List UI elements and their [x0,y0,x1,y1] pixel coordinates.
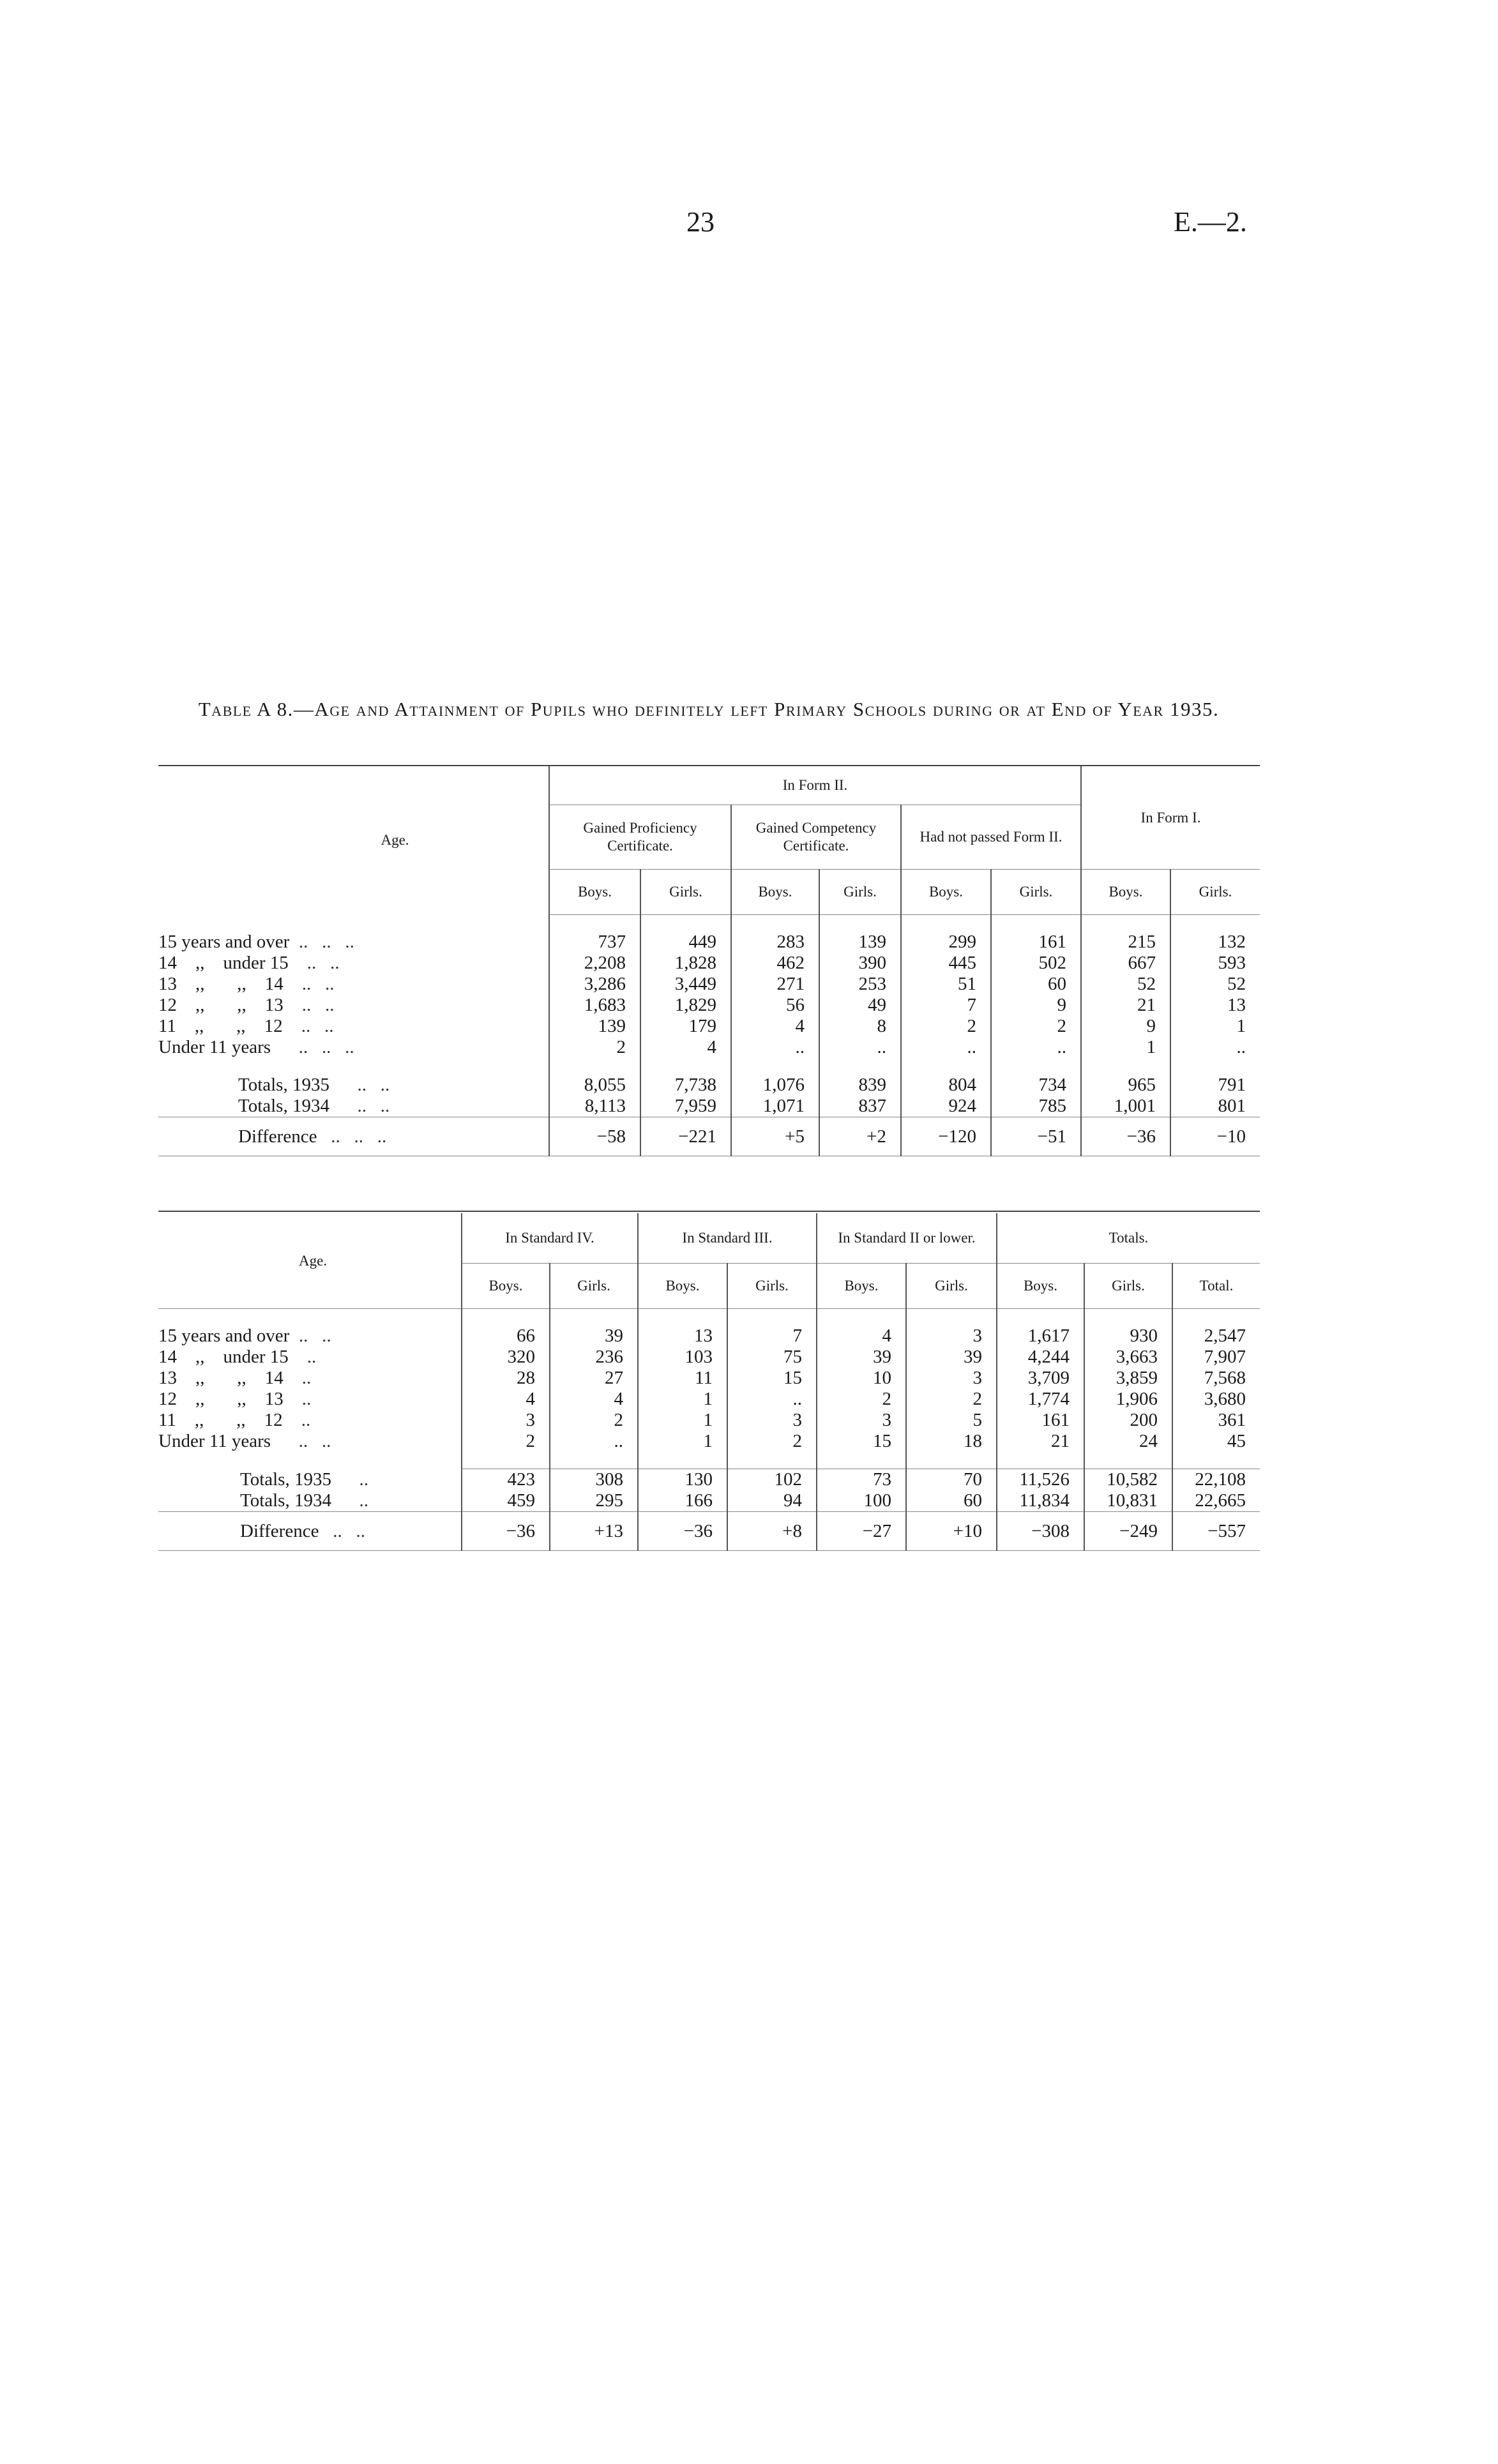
cell: 459 [462,1490,550,1512]
cell: 2 [817,1389,906,1410]
cell: 52 [1170,974,1260,995]
table-row [158,953,1260,974]
cell: 39 [550,1326,638,1347]
col-boys: Boys. [997,1264,1084,1309]
cell: 9 [1081,1016,1170,1037]
cell: 4 [550,1389,638,1410]
cell: 236 [550,1347,638,1368]
cell: 804 [901,1075,991,1096]
totals-label: Totals, 1934 .. .. [158,1096,549,1117]
totals-row [158,1469,1260,1491]
cell: −557 [1172,1512,1260,1551]
cell: 3 [462,1410,550,1431]
std4-header: In Standard IV. [462,1213,638,1264]
table-row [158,1347,1260,1368]
cell: 423 [462,1469,550,1491]
difference-row [158,1512,1260,1551]
cell: 785 [991,1096,1081,1117]
std2-header: In Standard II or lower. [817,1213,997,1264]
cell: 139 [549,1016,640,1037]
table-row [158,1389,1260,1410]
cell: 1 [638,1410,727,1431]
cell: 253 [819,974,901,995]
cell: +10 [906,1512,997,1551]
table-row [158,1037,1260,1058]
cell: 100 [817,1490,906,1512]
cell: 4 [817,1326,906,1347]
cell: 8,113 [549,1096,640,1117]
cell: .. [819,1037,901,1058]
col-boys: Boys. [731,870,819,915]
cell: 930 [1084,1326,1172,1347]
cell: 161 [991,932,1081,953]
col-girls: Girls. [906,1264,997,1309]
cell: 1 [1170,1016,1260,1037]
cell: 27 [550,1368,638,1389]
cell: 361 [1172,1410,1260,1431]
cell: 3,709 [997,1368,1084,1389]
age-label: 13 ,, ,, 14 .. .. [158,974,335,994]
cell: 130 [638,1469,727,1491]
col-boys: Boys. [901,870,991,915]
cell: 10,582 [1084,1469,1172,1491]
cell: −308 [997,1512,1084,1551]
cell: 70 [906,1469,997,1491]
age-header: Age. [158,1213,462,1309]
cell: −51 [991,1117,1081,1156]
cell: 445 [901,953,991,974]
cell: 15 [727,1368,817,1389]
cell: 8 [819,1016,901,1037]
cell: 161 [997,1410,1084,1431]
cell: 4 [640,1037,731,1058]
cell: 1,828 [640,953,731,974]
cell: 73 [817,1469,906,1491]
cell: 390 [819,953,901,974]
cell: 103 [638,1347,727,1368]
cell: .. [901,1037,991,1058]
competency-header: Gained Competency Certificate. [731,805,901,870]
cell: 9 [991,995,1081,1016]
table-row [158,932,1260,953]
cell: −36 [1081,1117,1170,1156]
cell: 4 [462,1389,550,1410]
cell: 22,108 [1172,1469,1260,1491]
age-label: 11 ,, ,, 12 .. .. [158,1016,334,1036]
cell: 801 [1170,1096,1260,1117]
cell: 2 [991,1016,1081,1037]
cell: 10,831 [1084,1490,1172,1512]
cell: .. [727,1389,817,1410]
col-total: Total. [1172,1264,1260,1309]
cell: 3,680 [1172,1389,1260,1410]
cell: +5 [731,1117,819,1156]
col-girls: Girls. [819,870,901,915]
cell: 7,959 [640,1096,731,1117]
table-form-attainment [158,766,1260,1156]
cell: 3,663 [1084,1347,1172,1368]
std3-header: In Standard III. [638,1213,817,1264]
cell: 2 [906,1389,997,1410]
age-label: 14 ,, under 15 .. [158,1347,317,1367]
cell: 13 [1170,995,1260,1016]
cell: 18 [906,1431,997,1452]
cell: 3 [906,1326,997,1347]
cell: .. [731,1037,819,1058]
cell: 502 [991,953,1081,974]
table2-top-rule [158,1211,1260,1212]
cell: −10 [1170,1117,1260,1156]
cell: 1 [638,1431,727,1452]
cell: .. [550,1431,638,1452]
cell: −36 [462,1512,550,1551]
cell: +13 [550,1512,638,1551]
cell: −221 [640,1117,731,1156]
cell: .. [1170,1037,1260,1058]
cell: 593 [1170,953,1260,974]
col-girls: Girls. [727,1264,817,1309]
table-standard-attainment [158,1213,1260,1551]
form1-header: In Form I. [1081,766,1260,870]
cell: 7,568 [1172,1368,1260,1389]
age-label: 12 ,, ,, 13 .. [158,1389,312,1409]
totals-label: Totals, 1934 .. [158,1490,462,1512]
age-label: 14 ,, under 15 .. .. [158,953,340,973]
cell: 462 [731,953,819,974]
cell: 2,547 [1172,1326,1260,1347]
cell: 299 [901,932,991,953]
cell: 60 [906,1490,997,1512]
proficiency-header: Gained Proficiency Certificate. [549,805,731,870]
table-title: Table A 8.—Age and Attainment of Pupils who definitely left Primary Schools during or at End of Year 1935. [198,698,1220,720]
age-label: 13 ,, ,, 14 .. [158,1368,312,1388]
cell: 1,001 [1081,1096,1170,1117]
age-label: 11 ,, ,, 12 .. [158,1410,311,1430]
cell: 1,071 [731,1096,819,1117]
cell: 7 [727,1326,817,1347]
col-girls: Girls. [640,870,731,915]
difference-row [158,1117,1260,1156]
cell: 3 [727,1410,817,1431]
cell: 837 [819,1096,901,1117]
age-label: Under 11 years .. .. .. [158,1037,354,1057]
cell: 3 [906,1368,997,1389]
cell: −36 [638,1512,727,1551]
cell: 24 [1084,1431,1172,1452]
col-boys: Boys. [1081,870,1170,915]
cell: 320 [462,1347,550,1368]
cell: 2 [462,1431,550,1452]
cell: 139 [819,932,901,953]
cell: 215 [1081,932,1170,953]
totals-row [158,1096,1260,1117]
totals-label: Totals, 1935 .. .. [238,1075,390,1095]
col-girls: Girls. [1170,870,1260,915]
cell: 21 [1081,995,1170,1016]
cell: 11,834 [997,1490,1084,1512]
cell: 102 [727,1469,817,1491]
cell: 52 [1081,974,1170,995]
cell: 965 [1081,1075,1170,1096]
cell: 49 [819,995,901,1016]
cell: 1,076 [731,1075,819,1096]
cell: 51 [901,974,991,995]
age-label: 15 years and over .. .. [158,1326,331,1346]
col-boys: Boys. [817,1264,906,1309]
cell: 2 [901,1016,991,1037]
cell: 3,286 [549,974,640,995]
cell: 1 [638,1389,727,1410]
totals-label: Totals, 1935 .. [240,1469,368,1490]
table-row [158,1410,1260,1431]
cell: 271 [731,974,819,995]
cell: 45 [1172,1431,1260,1452]
cell: 166 [638,1490,727,1512]
table-row [158,1016,1260,1037]
cell: 667 [1081,953,1170,974]
cell: −120 [901,1117,991,1156]
cell: 2 [727,1431,817,1452]
cell: +8 [727,1512,817,1551]
cell: 737 [549,932,640,953]
cell: 2 [550,1410,638,1431]
cell: 1,683 [549,995,640,1016]
cell: 283 [731,932,819,953]
cell: 1,906 [1084,1389,1172,1410]
cell: 200 [1084,1410,1172,1431]
cell: 1,829 [640,995,731,1016]
cell: 4,244 [997,1347,1084,1368]
difference-label: Difference .. .. [158,1512,462,1551]
cell: 1 [1081,1037,1170,1058]
cell: −58 [549,1117,640,1156]
cell: 39 [817,1347,906,1368]
cell: 308 [550,1469,638,1491]
cell: 5 [906,1410,997,1431]
cell: 8,055 [549,1075,640,1096]
cell: 94 [727,1490,817,1512]
cell: 21 [997,1431,1084,1452]
cell: 10 [817,1368,906,1389]
table-row [158,1431,1260,1452]
difference-label: Difference .. .. .. [158,1117,549,1156]
cell: 11,526 [997,1469,1084,1491]
cell: 7 [901,995,991,1016]
cell: −27 [817,1512,906,1551]
cell: 2 [549,1037,640,1058]
cell: 75 [727,1347,817,1368]
totals-row [158,1490,1260,1512]
document-reference: E.—2. [1174,206,1247,238]
form2-header: In Form II. [549,766,1081,805]
col-boys: Boys. [638,1264,727,1309]
cell: 179 [640,1016,731,1037]
cell: 13 [638,1326,727,1347]
cell: 924 [901,1096,991,1117]
table-row [158,1326,1260,1347]
col-boys: Boys. [462,1264,550,1309]
cell: 15 [817,1431,906,1452]
not-passed-header: Had not passed Form II. [901,805,1081,870]
cell: 1,774 [997,1389,1084,1410]
col-boys: Boys. [549,870,640,915]
cell: 7,738 [640,1075,731,1096]
cell: 11 [638,1368,727,1389]
cell: 39 [906,1347,997,1368]
cell: 7,907 [1172,1347,1260,1368]
cell: 295 [550,1490,638,1512]
totals-row [158,1075,1260,1096]
cell: 28 [462,1368,550,1389]
col-girls: Girls. [991,870,1081,915]
age-label: 15 years and over .. .. .. [158,932,354,952]
cell: 734 [991,1075,1081,1096]
cell: 449 [640,932,731,953]
cell: 60 [991,974,1081,995]
totals-header: Totals. [997,1213,1260,1264]
age-label: Under 11 years .. .. [158,1431,331,1451]
cell: 3 [817,1410,906,1431]
age-header: Age. [381,832,409,849]
cell: −249 [1084,1512,1172,1551]
age-label: 12 ,, ,, 13 .. .. [158,995,335,1015]
cell: 839 [819,1075,901,1096]
cell: 4 [731,1016,819,1037]
cell: 3,859 [1084,1368,1172,1389]
page-number: 23 [686,206,715,238]
table-row [158,1368,1260,1389]
cell: 2,208 [549,953,640,974]
cell: .. [991,1037,1081,1058]
cell: 66 [462,1326,550,1347]
cell: 132 [1170,932,1260,953]
col-girls: Girls. [550,1264,638,1309]
cell: +2 [819,1117,901,1156]
cell: 3,449 [640,974,731,995]
cell: 22,665 [1172,1490,1260,1512]
cell: 56 [731,995,819,1016]
table-row [158,974,1260,995]
cell: 791 [1170,1075,1260,1096]
table-row [158,995,1260,1016]
cell: 1,617 [997,1326,1084,1347]
col-girls: Girls. [1084,1264,1172,1309]
